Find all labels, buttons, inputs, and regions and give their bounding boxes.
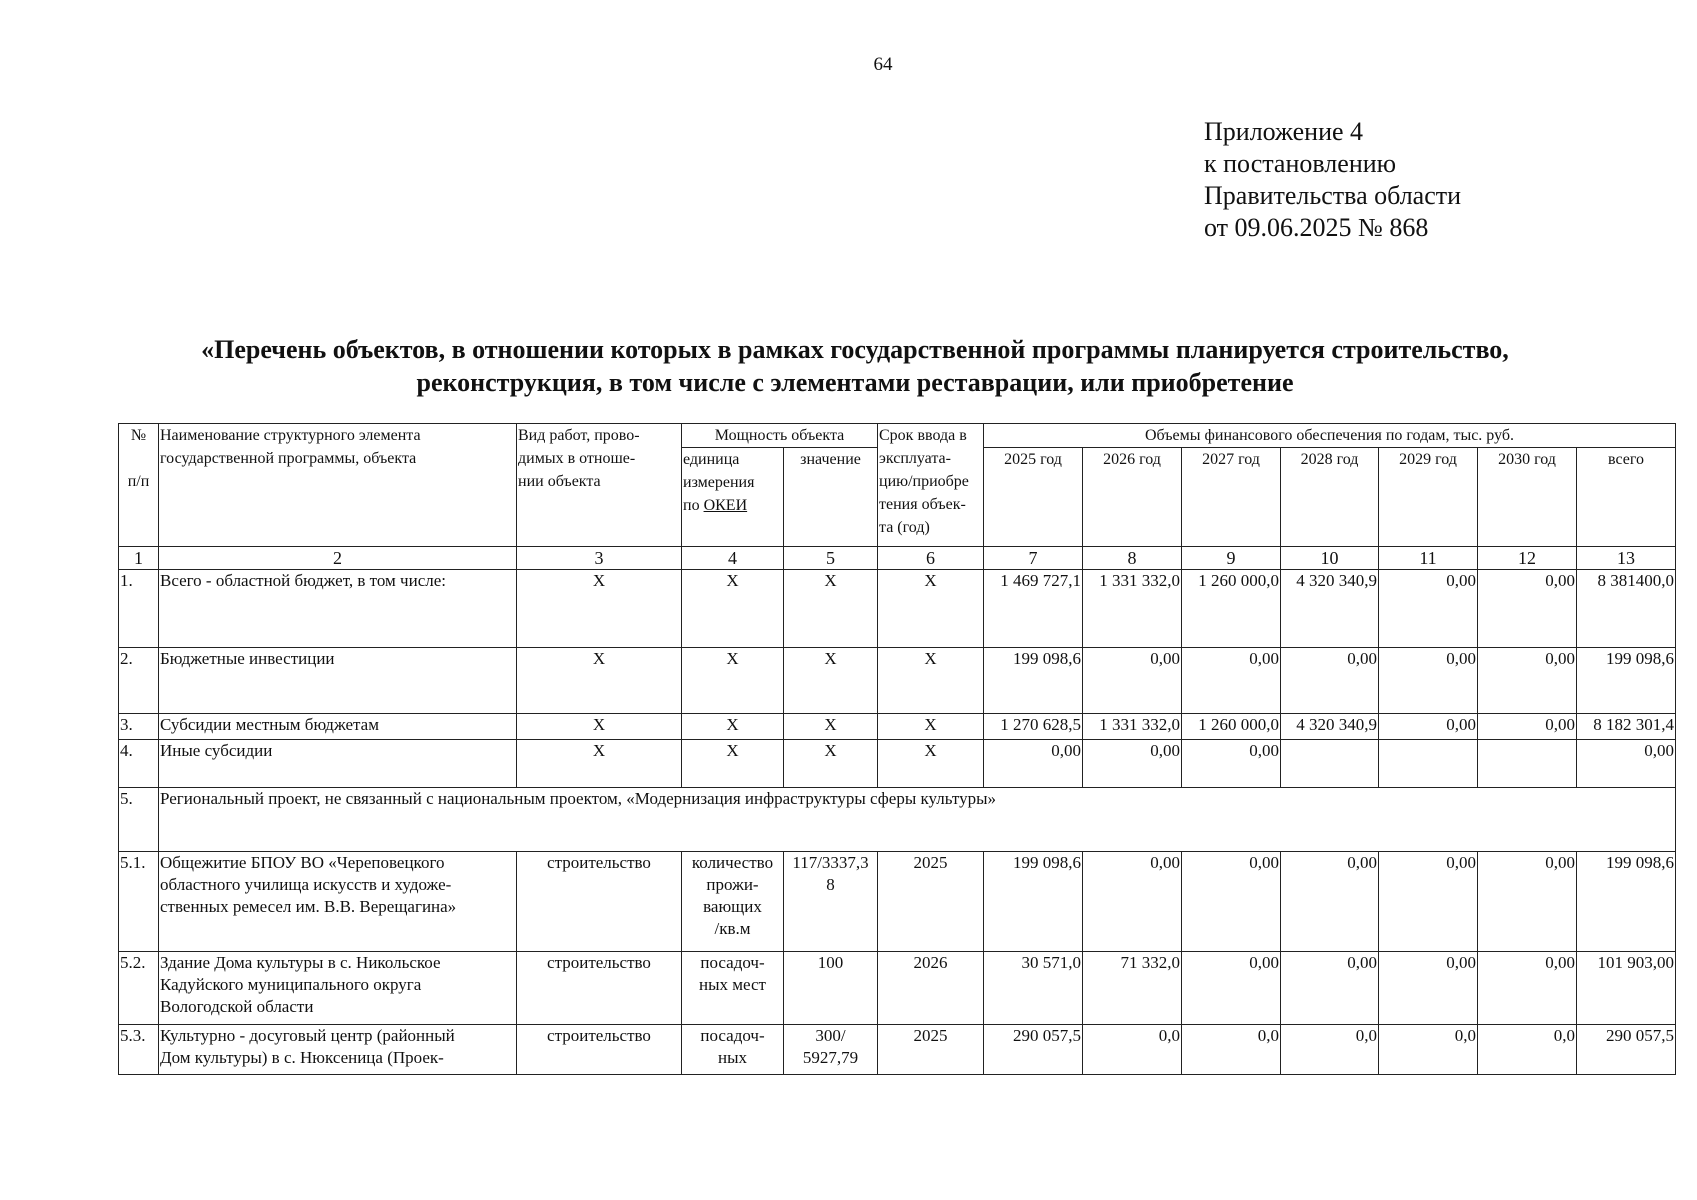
table-row	[119, 952, 1676, 1025]
cell-value: X	[784, 714, 878, 740]
cell-2027: 0,0	[1182, 1025, 1281, 1075]
cell-no: 3.	[119, 714, 159, 740]
col-number: 3	[517, 547, 682, 570]
cell-2030: 0,00	[1478, 852, 1577, 952]
table-row	[119, 1025, 1676, 1075]
cell-unit: X	[682, 714, 784, 740]
cell-value: X	[784, 740, 878, 788]
header-capacity: Мощность объекта	[682, 424, 878, 448]
cell-2030: 0,00	[1478, 714, 1577, 740]
cell-2026: 0,0	[1083, 1025, 1182, 1075]
col-number: 2	[159, 547, 517, 570]
cell-2026: 71 332,0	[1083, 952, 1182, 1025]
title-line: «Перечень объектов, в отношении которых в рамках государственной программы планируется строительство,	[201, 335, 1509, 364]
cell-work: строительство	[517, 952, 682, 1025]
cell-work: X	[517, 714, 682, 740]
cell-2028: 0,00	[1281, 852, 1379, 952]
cell-unit: посадоч- ных	[682, 1025, 784, 1075]
col-number: 4	[682, 547, 784, 570]
cell-2030: 0,0	[1478, 1025, 1577, 1075]
cell-total: 0,00	[1577, 740, 1676, 788]
cell-name: Иные субсидии	[159, 740, 517, 788]
col-number: 8	[1083, 547, 1182, 570]
header-term: Срок ввода в эксплуата- цию/приобре тения объек- та (год)	[878, 424, 984, 547]
cell-2025: 1 469 727,1	[984, 570, 1083, 648]
cell-name: Здание Дома культуры в с. Никольское Кадуйского муниципального округа Вологодской области	[159, 952, 517, 1025]
header-total: всего	[1577, 448, 1676, 547]
col-number: 12	[1478, 547, 1577, 570]
cell-2028: 0,0	[1281, 1025, 1379, 1075]
cell-unit: количество прожи- вающих /кв.м	[682, 852, 784, 952]
header-2028: 2028 год	[1281, 448, 1379, 547]
page-number: 64	[873, 54, 893, 75]
header-no: № п/п	[119, 424, 159, 547]
cell-total: 199 098,6	[1577, 852, 1676, 952]
document-title	[110, 333, 1600, 399]
objects-table	[118, 423, 1676, 1075]
cell-2025: 199 098,6	[984, 852, 1083, 952]
cell-name: Бюджетные инвестиции	[159, 648, 517, 714]
cell-2029: 0,0	[1379, 1025, 1478, 1075]
table-row	[119, 570, 1676, 648]
cell-work: строительство	[517, 1025, 682, 1075]
cell-term: X	[878, 648, 984, 714]
cell-term: X	[878, 714, 984, 740]
title-line: реконструкция, в том числе с элементами реставрации, или приобретение	[416, 368, 1294, 397]
cell-term: X	[878, 740, 984, 788]
cell-value: 300/ 5927,79	[784, 1025, 878, 1075]
cell-total: 8 182 301,4	[1577, 714, 1676, 740]
cell-work: X	[517, 740, 682, 788]
cell-unit: X	[682, 740, 784, 788]
cell-2029: 0,00	[1379, 648, 1478, 714]
cell-2030: 0,00	[1478, 648, 1577, 714]
table-row	[119, 788, 1676, 852]
cell-2028: 4 320 340,9	[1281, 714, 1379, 740]
cell-no: 5.3.	[119, 1025, 159, 1075]
cell-name: Общежитие БПОУ ВО «Череповецкого областного училища искусств и художе- ственных ремесел им. В.В. Верещагина»	[159, 852, 517, 952]
cell-2030: 0,00	[1478, 570, 1577, 648]
cell-2026: 0,00	[1083, 740, 1182, 788]
cell-unit: посадоч- ных мест	[682, 952, 784, 1025]
cell-name: Культурно - досуговый центр (районный Дом культуры) в с. Нюксеница (Проек-	[159, 1025, 517, 1075]
cell-term: 2025	[878, 852, 984, 952]
col-number: 7	[984, 547, 1083, 570]
table-row	[119, 852, 1676, 952]
col-number: 13	[1577, 547, 1676, 570]
appendix-line: от 09.06.2025 № 868	[1204, 213, 1429, 242]
cell-work: X	[517, 648, 682, 714]
cell-2027: 1 260 000,0	[1182, 714, 1281, 740]
cell-unit: X	[682, 570, 784, 648]
cell-2029: 0,00	[1379, 852, 1478, 952]
cell-2028: 0,00	[1281, 952, 1379, 1025]
table-row	[119, 648, 1676, 714]
cell-2028: 0,00	[1281, 648, 1379, 714]
table-row	[119, 740, 1676, 788]
header-2030: 2030 год	[1478, 448, 1577, 547]
cell-2030: 0,00	[1478, 952, 1577, 1025]
cell-2027: 0,00	[1182, 648, 1281, 714]
cell-2025: 1 270 628,5	[984, 714, 1083, 740]
header-2025: 2025 год	[984, 448, 1083, 547]
header-unit: единица измерения по ОКЕИ	[682, 448, 784, 547]
cell-name: Всего - областной бюджет, в том числе:	[159, 570, 517, 648]
cell-unit: X	[682, 648, 784, 714]
table-row	[119, 714, 1676, 740]
header-finance: Объемы финансового обеспечения по годам, тыс. руб.	[984, 424, 1676, 448]
cell-no: 2.	[119, 648, 159, 714]
cell-2026: 0,00	[1083, 852, 1182, 952]
header-work: Вид работ, прово- димых в отноше- нии объекта	[517, 424, 682, 547]
cell-value: 117/3337,3 8	[784, 852, 878, 952]
header-value: значение	[784, 448, 878, 547]
cell-2025: 0,00	[984, 740, 1083, 788]
cell-2029: 0,00	[1379, 714, 1478, 740]
cell-no: 4.	[119, 740, 159, 788]
cell-2025: 290 057,5	[984, 1025, 1083, 1075]
col-number: 5	[784, 547, 878, 570]
cell-work: строительство	[517, 852, 682, 952]
cell-value: X	[784, 648, 878, 714]
col-number: 1	[119, 547, 159, 570]
cell-2025: 30 571,0	[984, 952, 1083, 1025]
cell-2030	[1478, 740, 1577, 788]
cell-value: X	[784, 570, 878, 648]
col-number: 9	[1182, 547, 1281, 570]
cell-2025: 199 098,6	[984, 648, 1083, 714]
cell-2026: 1 331 332,0	[1083, 570, 1182, 648]
cell-2026: 0,00	[1083, 648, 1182, 714]
cell-total: 101 903,00	[1577, 952, 1676, 1025]
appendix-line: Приложение 4	[1204, 117, 1364, 146]
appendix-line: Правительства области	[1204, 181, 1462, 210]
col-number: 6	[878, 547, 984, 570]
cell-2027: 0,00	[1182, 740, 1281, 788]
cell-2027: 1 260 000,0	[1182, 570, 1281, 648]
cell-work: X	[517, 570, 682, 648]
cell-total: 8 381400,0	[1577, 570, 1676, 648]
cell-2026: 1 331 332,0	[1083, 714, 1182, 740]
appendix-line: к постановлению	[1204, 149, 1397, 178]
cell-2028	[1281, 740, 1379, 788]
cell-no: 5.1.	[119, 852, 159, 952]
cell-term: 2026	[878, 952, 984, 1025]
col-number: 11	[1379, 547, 1478, 570]
cell-2029	[1379, 740, 1478, 788]
cell-2029: 0,00	[1379, 570, 1478, 648]
header-name: Наименование структурного элемента государственной программы, объекта	[159, 424, 517, 547]
cell-term: 2025	[878, 1025, 984, 1075]
cell-2027: 0,00	[1182, 952, 1281, 1025]
cell-2028: 4 320 340,9	[1281, 570, 1379, 648]
header-2029: 2029 год	[1379, 448, 1478, 547]
header-2027: 2027 год	[1182, 448, 1281, 547]
cell-total: 290 057,5	[1577, 1025, 1676, 1075]
cell-2029: 0,00	[1379, 952, 1478, 1025]
cell-value: 100	[784, 952, 878, 1025]
cell-no: 5.	[119, 788, 159, 852]
cell-no: 5.2.	[119, 952, 159, 1025]
col-number: 10	[1281, 547, 1379, 570]
header-2026: 2026 год	[1083, 448, 1182, 547]
cell-no: 1.	[119, 570, 159, 648]
appendix-block	[1204, 116, 1461, 244]
cell-term: X	[878, 570, 984, 648]
cell-2027: 0,00	[1182, 852, 1281, 952]
section-title: Региональный проект, не связанный с национальным проектом, «Модернизация инфраструктуры сферы культуры»	[159, 788, 1676, 852]
cell-total: 199 098,6	[1577, 648, 1676, 714]
cell-name: Субсидии местным бюджетам	[159, 714, 517, 740]
